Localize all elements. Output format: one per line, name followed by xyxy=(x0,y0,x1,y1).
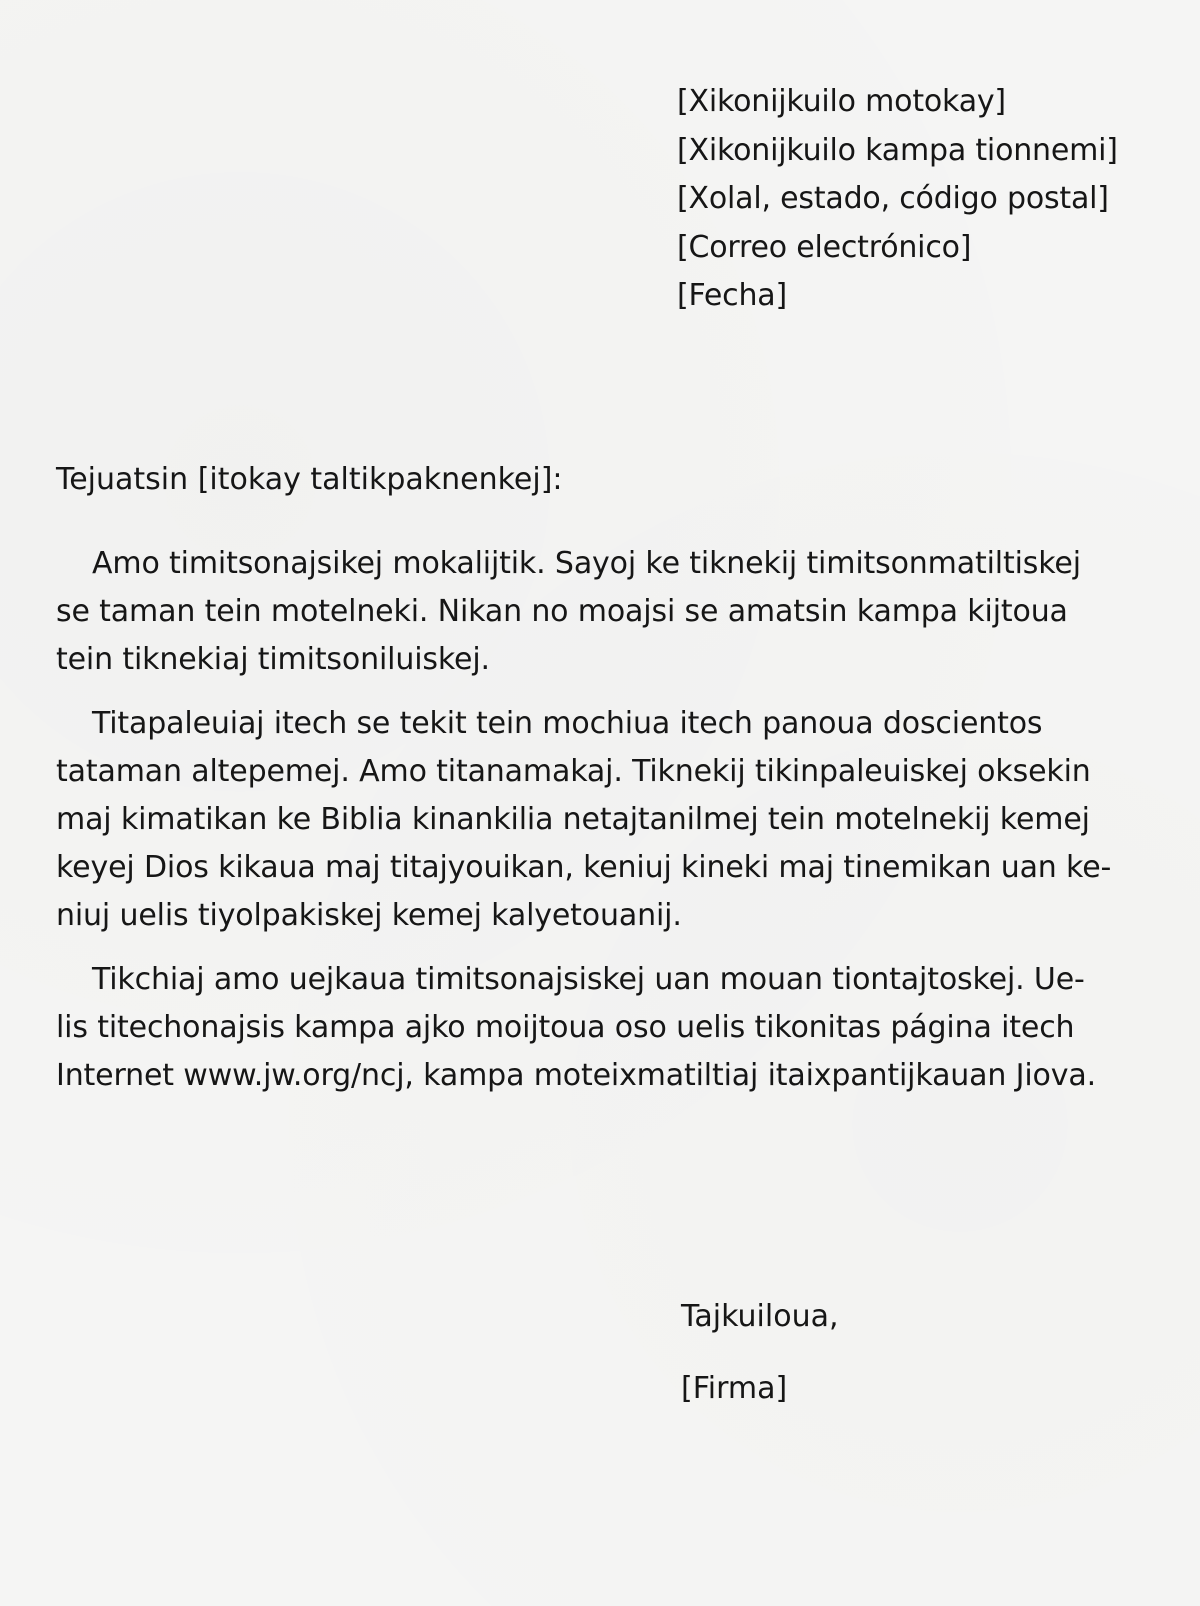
closing: Tajkuiloua, xyxy=(681,1299,839,1334)
sender-city-state-zip: [Xolal, estado, código postal] xyxy=(677,181,1109,216)
body-line: maj kimatikan ke Biblia kinankilia netajtanilmej tein motelnekij kemej xyxy=(56,802,1090,837)
body-paragraph-1 xyxy=(56,540,1151,684)
sender-email: [Correo electrónico] xyxy=(677,229,972,265)
body-line: niuj uelis tiyolpakiskej kemej kalyetouanij. xyxy=(56,898,682,933)
body-line: tataman altepemej. Amo titanamakaj. Tiknekij tikinpaleuiskej oksekin xyxy=(56,754,1091,789)
body-paragraph-3 xyxy=(56,956,1151,1100)
body-line: Titapaleuiaj itech se tekit tein mochiua itech panoua doscientos xyxy=(92,706,1043,741)
signature: [Firma] xyxy=(681,1371,788,1406)
body-line: Tikchiaj amo uejkaua timitsonajsiskej uan mouan tiontajtoskej. Ue- xyxy=(92,962,1085,997)
body-line: Internet www.jw.org/ncj, kampa moteixmatiltiaj itaixpantijkauan Jiova. xyxy=(56,1058,1096,1093)
body-line: se taman tein motelneki. Nikan no moajsi se amatsin kampa kijtoua xyxy=(56,594,1068,629)
letter-date: [Fecha] xyxy=(677,278,787,313)
body-line: tein tiknekiaj timitsoniluiskej. xyxy=(56,642,490,677)
body-paragraph-2 xyxy=(56,700,1151,940)
body-line: lis titechonajsis kampa ajko moijtoua oso uelis tikonitas página itech xyxy=(56,1010,1075,1045)
sender-street: [Xikonijkuilo kampa tionnemi] xyxy=(677,132,1118,168)
body-line: Amo timitsonajsikej mokalijtik. Sayoj ke tiknekij timitsonmatiltiskej xyxy=(92,546,1081,581)
salutation: Tejuatsin [itokay taltikpaknenkej]: xyxy=(56,462,563,497)
body-line: keyej Dios kikaua maj titajyouikan, keniuj kineki maj tinemikan uan ke- xyxy=(56,850,1112,885)
sender-name: [Xikonijkuilo motokay] xyxy=(677,84,1006,119)
sender-address-block xyxy=(677,78,1177,321)
letter-body xyxy=(56,540,1151,1116)
